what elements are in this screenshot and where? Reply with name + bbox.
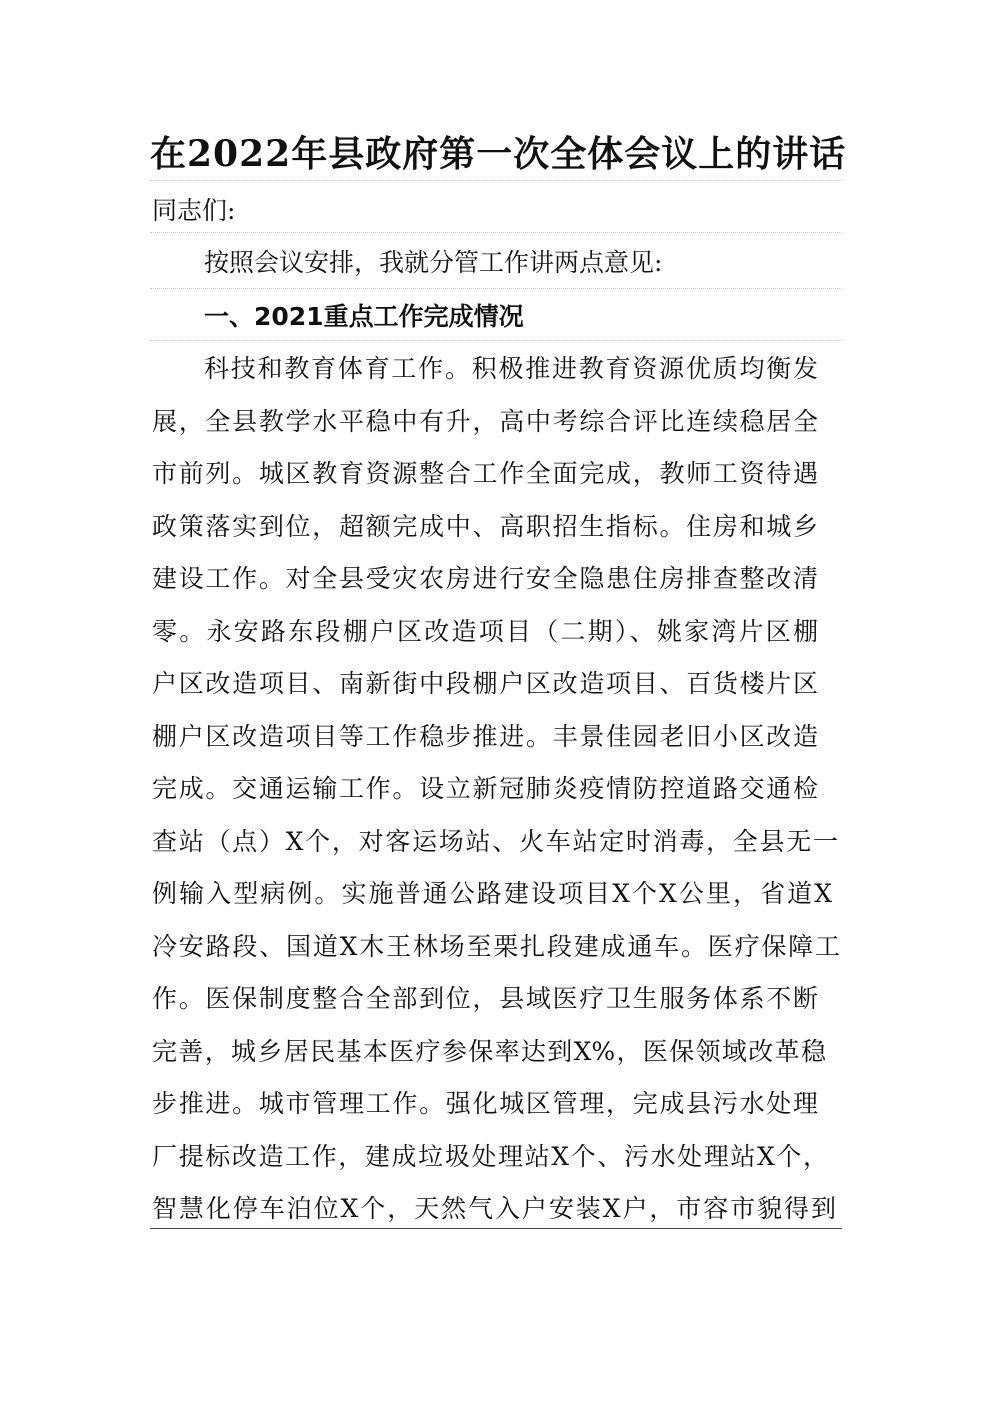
body-line: 例输入型病例。实施普通公路建设项目X个X公里，省道X (152, 879, 832, 908)
intro-paragraph: 按照会议安排，我就分管工作讲两点意见: (204, 248, 663, 277)
page-bottom-border (150, 1228, 842, 1229)
body-line: 厂提标改造工作，建成垃圾处理站X个、污水处理站X个， (152, 1142, 828, 1171)
body-line: 建设工作。对全县受灾农房进行安全隐患住房排查整改清 (152, 564, 818, 593)
body-line: 作。医保制度整合全部到位，县域医疗卫生服务体系不断 (152, 984, 818, 1013)
divider (150, 180, 842, 181)
body-line: 零。永安路东段棚户区改造项目（二期）、姚家湾片区棚 (152, 617, 818, 646)
salutation: 同志们: (152, 196, 236, 225)
body-line: 智慧化停车泊位X个，天然气入户安装X户，市容市貌得到 (152, 1194, 836, 1223)
divider (150, 340, 842, 341)
body-line: 户区改造项目、南新街中段棚户区改造项目、百货楼片区 (152, 669, 818, 698)
body-line: 查站（点）X个，对客运场站、火车站定时消毒，全县无一 (152, 827, 838, 856)
body-line: 政策落实到位，超额完成中、高职招生指标。住房和城乡 (152, 512, 818, 541)
body-line: 冷安路段、国道X木王林场至栗扎段建成通车。医疗保障工 (152, 932, 840, 961)
body-line: 展，全县教学水平稳中有升，高中考综合评比连续稳居全 (152, 407, 818, 436)
section-heading: 一、2021重点工作完成情况 (204, 302, 524, 331)
body-line: 步推进。城市管理工作。强化城区管理，完成县污水处理 (152, 1089, 818, 1118)
body-line: 完成。交通运输工作。设立新冠肺炎疫情防控道路交通检 (152, 774, 818, 803)
page-title: 在2022年县政府第一次全体会议上的讲话 (150, 133, 847, 175)
body-line: 市前列。城区教育资源整合工作全面完成，教师工资待遇 (152, 459, 818, 488)
body-line: 完善，城乡居民基本医疗参保率达到X%，医保领域改革稳 (152, 1037, 826, 1066)
divider (150, 288, 842, 289)
body-line: 科技和教育体育工作。积极推进教育资源优质均衡发 (204, 354, 818, 383)
divider (150, 232, 842, 233)
body-line: 棚户区改造项目等工作稳步推进。丰景佳园老旧小区改造 (152, 722, 818, 751)
